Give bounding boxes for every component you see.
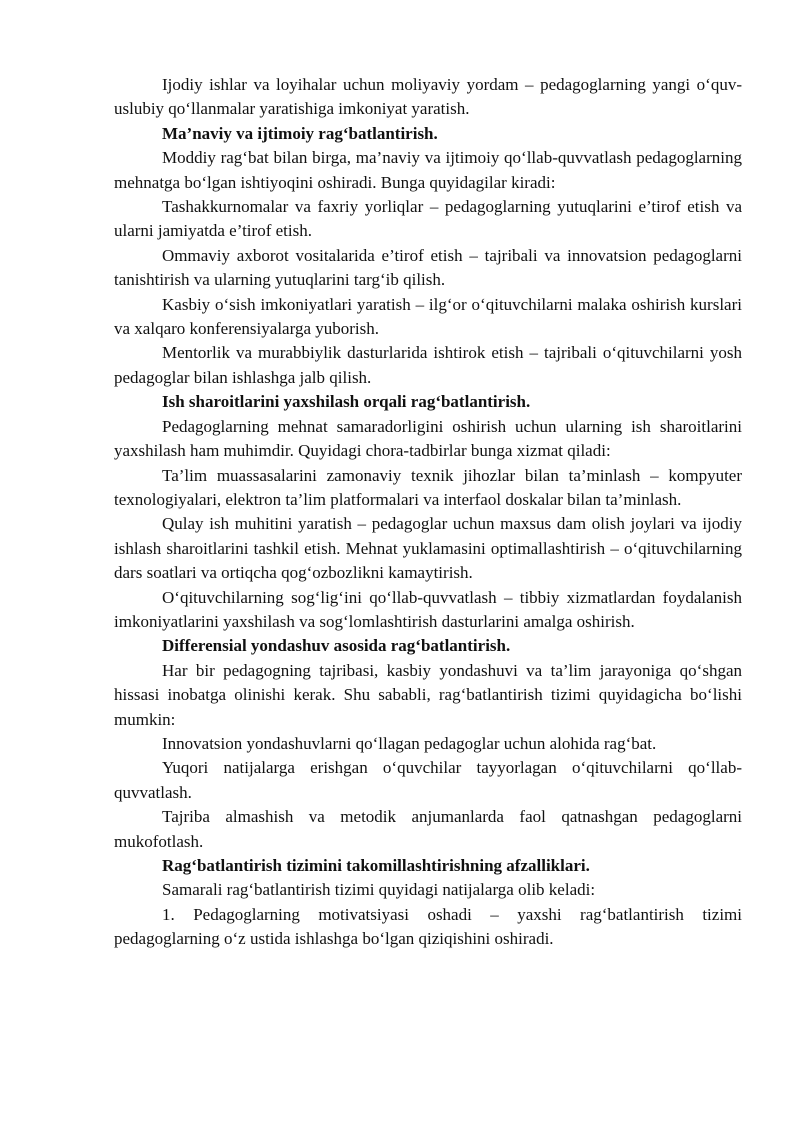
paragraph-high-results-support: Yuqori natijalarga erishgan o‘quvchilar tayyorlagan o‘qituvchilarni qo‘llab-quvvatlash. xyxy=(114,758,742,802)
paragraph-health-support: O‘qituvchilarning sog‘lig‘ini qo‘llab-quvvatlash – tibbiy xizmatlardan foydalanish imkoniyatlarini yaxshilash va sog‘lomlashtirish dasturlarini amalga oshirish. xyxy=(114,587,742,631)
heading-advantages: Rag‘batlantirish tizimini takomillashtirishning afzalliklari. xyxy=(162,856,590,875)
paragraph-comfortable-environment: Qulay ish muhitini yaratish – pedagoglar uchun maxsus dam olish joylari va ijodiy ishlash sharoitlarini tashkil etish. Mehnat yuklamasini optimallashtirish – o‘qituvchilarning dars soatlari va ortiqcha qog‘ozbozlikni kamaytirish. xyxy=(114,514,742,583)
paragraph-motivation-increase: 1. Pedagoglarning motivatsiyasi oshadi – yaxshi rag‘batlantirish tizimi pedagoglarning o‘z ustida ishlashga bo‘lgan qiziqishini oshiradi. xyxy=(114,904,742,949)
paragraph-certificates: Tashakkurnomalar va faxriy yorliqlar – pedagoglarning yutuqlarini e’tirof etish va ularni jamiyatda e’tirof etish. xyxy=(114,197,742,241)
heading-work-conditions: Ish sharoitlarini yaxshilash orqali rag‘batlantirish. xyxy=(162,392,531,412)
paragraph-differential-intro: Har bir pedagogning tajribasi, kasbiy yondashuvi va ta’lim jarayoniga qo‘shgan hissasi inobatga olinishi kerak. Shu sababli, rag‘batlantirish tizimi quyidagicha bo‘lishi mumkin: xyxy=(114,660,742,729)
paragraph-media-recognition: Ommaviy axborot vositalarida e’tirof etish – tajribali va innovatsion pedagoglarni tanishtirish va ularning yutuqlarini targ‘ib qilish. xyxy=(114,245,742,290)
paragraph-technical-equipment: Ta’lim muassasalarini zamonaviy texnik jihozlar bilan ta’minlash – kompyuter texnologiyalari, elektron ta’lim platformalari va interfaol doskalar bilan ta’minlash. xyxy=(114,465,742,509)
paragraph-mentorship: Mentorlik va murabbiylik dasturlarida ishtirok etish – tajribali o‘qituvchilarni yosh pedagoglar bilan ishlashga jalb qilish. xyxy=(114,343,742,387)
heading-differential-approach: Differensial yondashuv asosida rag‘batlantirish. xyxy=(162,636,511,656)
paragraph-professional-growth: Kasbiy o‘sish imkoniyatlari yaratish – ilg‘or o‘qituvchilarni malaka oshirish kurslari va xalqaro konferensiyalarga yuborish. xyxy=(114,294,742,339)
paragraph-financial-support: Ijodiy ishlar va loyihalar uchun moliyaviy yordam – pedagoglarning yangi o‘quv-uslubiy qo‘llanmalar yaratishiga imkoniyat yaratish. xyxy=(114,75,742,119)
paragraph-moral-support-intro: Moddiy rag‘bat bilan birga, ma’naviy va ijtimoiy qo‘llab-quvvatlash pedagoglarning mehnatga bo‘lgan ishtiyoqini oshiradi. Bunga quyidagilar kiradi: xyxy=(114,148,742,192)
paragraph-advantages-intro: Samarali rag‘batlantirish tizimi quyidagi natijalarga olib keladi: xyxy=(162,880,596,900)
paragraph-experience-exchange: Tajriba almashish va metodik anjumanlarda faol qatnashgan pedagoglarni mukofotlash. xyxy=(114,807,742,851)
heading-moral-social-incentives: Ma’naviy va ijtimoiy rag‘batlantirish. xyxy=(162,123,438,143)
paragraph-work-conditions-intro: Pedagoglarning mehnat samaradorligini oshirish uchun ularning ish sharoitlarini yaxshilash ham muhimdir. Quyidagi chora-tadbirlar bunga xizmat qiladi: xyxy=(114,416,742,461)
paragraph-innovative-incentive: Innovatsion yondashuvlarni qo‘llagan pedagoglar uchun alohida rag‘bat. xyxy=(162,733,657,753)
